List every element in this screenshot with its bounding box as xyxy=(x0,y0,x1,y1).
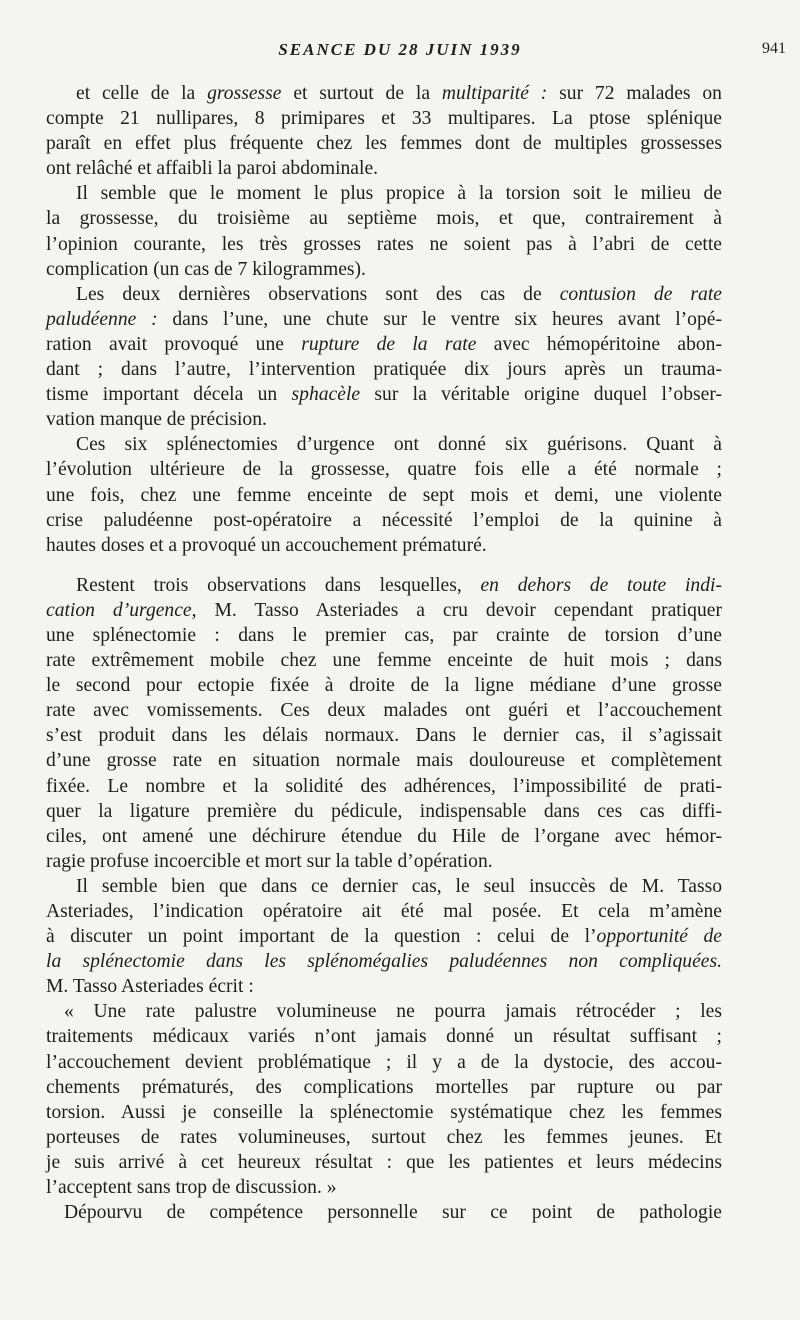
italic-text: grossesse xyxy=(207,83,282,104)
text-line xyxy=(46,598,722,623)
text-line xyxy=(46,774,722,799)
text-line xyxy=(46,1075,722,1100)
italic-text: en dehors de toute indi- xyxy=(480,574,722,596)
italic-text: cation d’urgence xyxy=(46,599,192,621)
text-line xyxy=(46,748,722,773)
text-line xyxy=(46,432,722,457)
text-segment: une splénectomie : dans le premier cas, par crainte de torsion d’une xyxy=(46,624,722,646)
text-segment: à discuter un point important de la question : celui de l’ xyxy=(46,926,597,948)
text-segment: rate avec vomissements. Ces deux malades ont guéri et l’accouchement xyxy=(46,700,722,722)
paragraph xyxy=(46,573,722,874)
text-line xyxy=(46,648,722,673)
text-line xyxy=(46,874,722,899)
text-line xyxy=(46,307,722,332)
text-segment: dans l’une, une chute sur le ventre six heures avant l’opé- xyxy=(157,308,722,330)
body-text xyxy=(46,81,722,1225)
text-line xyxy=(46,698,722,723)
running-title: SEANCE DU 28 JUIN 1939 xyxy=(278,40,522,59)
text-line xyxy=(46,106,722,131)
text-segment: traitements médicaux variés n’ont jamais donné un résultat suffisant ; xyxy=(46,1026,722,1048)
italic-text: la splénectomie dans les splénomégalies paludéennes non compliquées. xyxy=(46,951,722,973)
paragraph xyxy=(46,181,722,281)
text-segment: , M. Tasso Asteriades a cru devoir cependant pratiquer xyxy=(191,599,722,621)
text-segment: chements prématurés, des complications mortelles par rupture ou par xyxy=(46,1076,722,1098)
text-segment: une fois, chez une femme enceinte de sept mois et demi, une violente xyxy=(46,484,722,506)
text-line xyxy=(46,1200,722,1225)
text-line xyxy=(46,483,722,508)
text-segment: et celle de la xyxy=(76,83,208,104)
text-segment: « Une rate palustre volumineuse ne pourra jamais rétrocéder ; les xyxy=(64,1001,722,1023)
text-segment: compte 21 nullipares, 8 primipares et 33 multipares. La ptose splénique xyxy=(46,108,722,130)
text-line xyxy=(46,849,722,874)
text-segment: l’acceptent sans trop de discussion. » xyxy=(46,1177,337,1199)
text-segment: torsion. Aussi je conseille la splénectomie systématique chez les femmes xyxy=(46,1101,722,1123)
text-line xyxy=(46,799,722,824)
text-line xyxy=(46,357,722,382)
page-number: 941 xyxy=(762,40,786,57)
text-line xyxy=(46,949,722,974)
text-line xyxy=(46,899,722,924)
text-line xyxy=(46,407,722,432)
text-line xyxy=(46,1024,722,1049)
text-segment: sur la véritable origine duquel l’obser- xyxy=(360,384,722,406)
text-segment: vation manque de précision. xyxy=(46,409,267,431)
text-line xyxy=(46,824,722,849)
text-line xyxy=(46,1050,722,1075)
text-line xyxy=(46,131,722,156)
text-segment: Restent trois observations dans lesquelles, xyxy=(76,574,481,596)
text-line xyxy=(46,1125,722,1150)
text-segment: complication (un cas de 7 kilogrammes). xyxy=(46,258,366,280)
italic-text: contusion de rate xyxy=(559,283,722,305)
text-segment: Les deux dernières observations sont des cas de xyxy=(76,283,560,305)
text-line xyxy=(46,1150,722,1175)
text-line xyxy=(46,673,722,698)
italic-text: paludéenne : xyxy=(46,308,158,330)
text-line xyxy=(46,457,722,482)
text-segment: l’opinion courante, les très grosses rates ne soient pas à l’abri de cette xyxy=(46,233,722,255)
text-line xyxy=(46,1100,722,1125)
text-segment: Dépourvu de compétence personnelle sur ce point de pathologie xyxy=(64,1202,722,1224)
text-line xyxy=(46,156,722,181)
italic-text: rupture de la rate xyxy=(301,333,477,355)
paragraph xyxy=(46,874,722,999)
text-segment: fixée. Le nombre et la solidité des adhérences, l’impossibilité de prati- xyxy=(46,775,722,797)
text-segment: M. Tasso Asteriades écrit : xyxy=(46,976,254,998)
text-line xyxy=(46,332,722,357)
text-segment: Il semble que le moment le plus propice à la torsion soit le milieu de xyxy=(76,183,722,205)
text-segment: d’une grosse rate en situation normale mais douloureuse et complètement xyxy=(46,750,722,772)
text-segment: l’accouchement devient problématique ; il y a de la dystocie, des accou- xyxy=(46,1051,722,1073)
paragraph xyxy=(46,1200,722,1225)
text-line xyxy=(46,1175,722,1200)
text-line xyxy=(46,999,722,1024)
text-line xyxy=(46,282,722,307)
text-segment: ont relâché et affaibli la paroi abdominale. xyxy=(46,158,379,180)
text-segment: ragie profuse incoercible et mort sur la table d’opération. xyxy=(46,850,493,872)
text-line xyxy=(46,723,722,748)
text-line xyxy=(46,257,722,282)
text-segment: l’évolution ultérieure de la grossesse, quatre fois elle a été normale ; xyxy=(46,459,722,481)
text-line xyxy=(46,533,722,558)
text-segment: la grossesse, du troisième au septième mois, et que, contrairement à xyxy=(46,208,722,230)
text-segment: rate extrêmement mobile chez une femme enceinte de huit mois ; dans xyxy=(46,650,722,672)
text-segment: ration avait provoqué une xyxy=(46,333,302,355)
text-segment: paraît en effet plus fréquente chez les femmes dont de multiples grossesses xyxy=(46,133,722,155)
text-line xyxy=(46,181,722,206)
text-segment: quer la ligature première du pédicule, indispensable dans ces cas diffi- xyxy=(46,800,722,822)
text-segment: avec hémopéritoine abon- xyxy=(476,333,722,355)
text-line xyxy=(46,232,722,257)
text-segment: hautes doses et a provoqué un accouchement prématuré. xyxy=(46,534,487,556)
text-segment: crise paludéenne post-opératoire a nécessité l’emploi de la quinine à xyxy=(46,509,722,531)
page-header xyxy=(0,40,800,64)
text-line xyxy=(46,382,722,407)
paragraph xyxy=(46,81,722,181)
text-segment: dant ; dans l’autre, l’intervention pratiquée dix jours après un trauma- xyxy=(46,359,722,381)
text-segment: je suis arrivé à cet heureux résultat : que les patientes et leurs médecins xyxy=(46,1151,722,1173)
text-segment: Ces six splénectomies d’urgence ont donné six guérisons. Quant à xyxy=(76,434,722,456)
text-segment: le second pour ectopie fixée à droite de la ligne médiane d’une grosse xyxy=(46,675,722,697)
text-segment: et surtout de la xyxy=(281,83,442,104)
text-line xyxy=(46,573,722,598)
text-line xyxy=(46,508,722,533)
text-segment: Il semble bien que dans ce dernier cas, le seul insuccès de M. Tasso xyxy=(76,875,722,897)
text-segment: porteuses de rates volumineuses, surtout chez les femmes jeunes. Et xyxy=(46,1126,722,1148)
text-segment: tisme important décela un xyxy=(46,384,292,406)
italic-text: multiparité : xyxy=(441,83,548,104)
text-line xyxy=(46,81,722,106)
text-line xyxy=(46,974,722,999)
italic-text: sphacèle xyxy=(291,384,361,406)
text-line xyxy=(46,623,722,648)
text-segment: sur 72 malades on xyxy=(547,83,722,104)
paragraph xyxy=(46,999,722,1200)
text-segment: s’est produit dans les délais normaux. Dans le dernier cas, il s’agissait xyxy=(46,725,722,747)
text-line xyxy=(46,206,722,231)
text-segment: ciles, ont amené une déchirure étendue du Hile de l’organe avec hémor- xyxy=(46,825,722,847)
paragraph xyxy=(46,432,722,557)
italic-text: opportunité de xyxy=(596,926,722,948)
paragraph xyxy=(46,282,722,433)
text-line xyxy=(46,924,722,949)
text-segment: Asteriades, l’indication opératoire ait été mal posée. Et cela m’amène xyxy=(46,901,722,922)
